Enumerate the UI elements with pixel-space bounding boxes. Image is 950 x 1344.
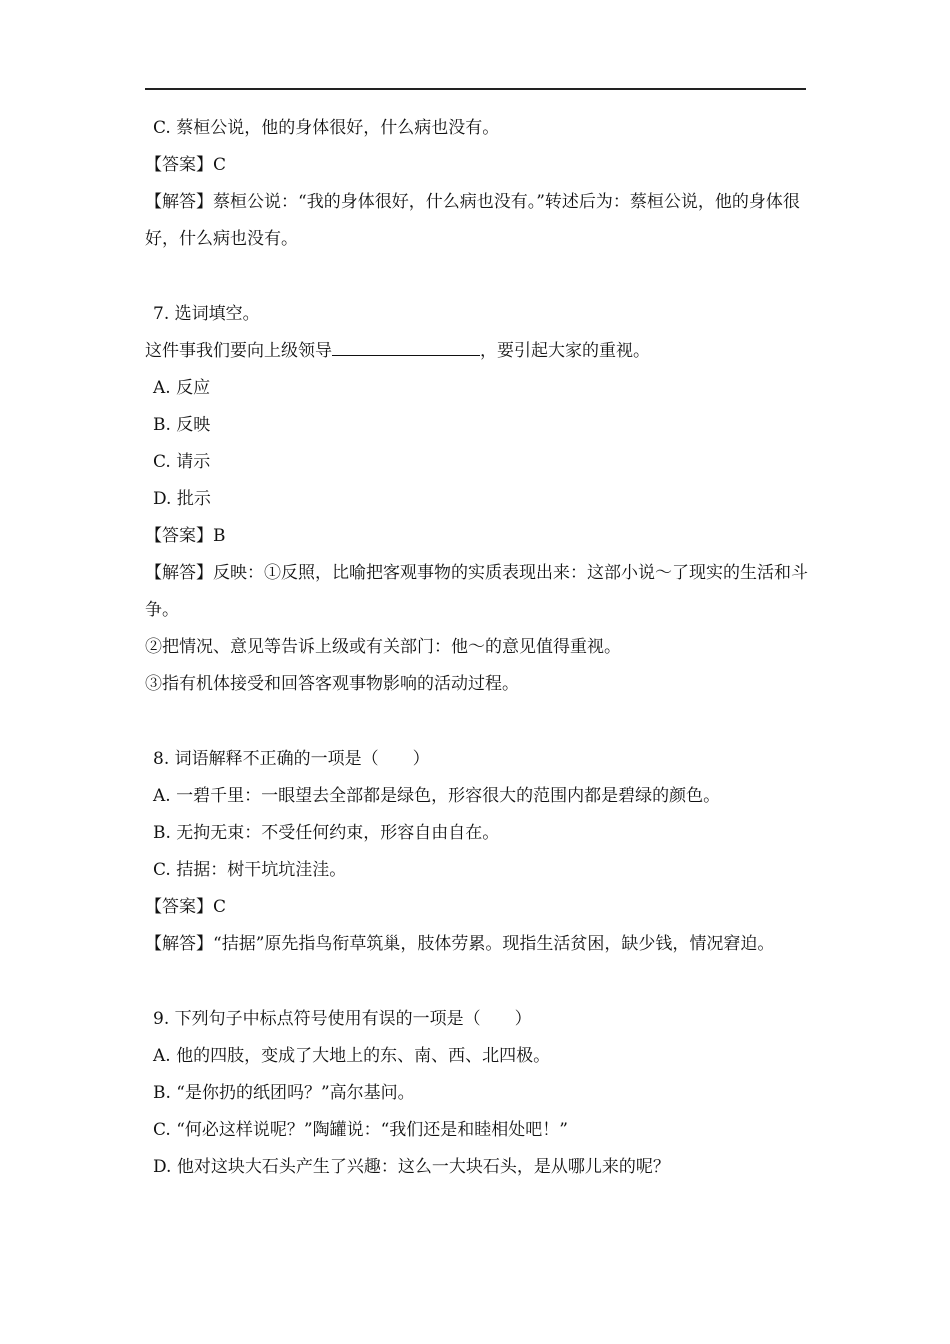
- q9-option-a: A. 他的四肢，变成了大地上的东、南、西、北四极。: [153, 1046, 551, 1066]
- q7-option-c: C. 请示: [153, 452, 211, 472]
- q9-option-b: B. “是你扔的纸团吗？”高尔基问。: [153, 1083, 415, 1103]
- q8-option-b: B. 无拘无束：不受任何约束，形容自由自在。: [153, 823, 500, 843]
- q7-option-b: B. 反映: [153, 415, 211, 435]
- q8-option-c: C. 拮据：树干坑坑洼洼。: [153, 860, 347, 880]
- q7-analysis-3: ③指有机体接受和回答客观事物影响的活动过程。: [145, 674, 519, 694]
- header-rule: [145, 88, 806, 90]
- q9-title: 9. 下列句子中标点符号使用有误的一项是（ ）: [153, 1009, 532, 1029]
- q8-answer: 【答案】C: [145, 897, 227, 917]
- q8-analysis: 【解答】“拮据”原先指鸟衔草筑巢，肢体劳累。现指生活贫困，缺少钱，情况窘迫。: [145, 934, 775, 954]
- document-body: [145, 110, 810, 1186]
- q9-option-d: D. 他对这块大石头产生了兴趣：这么一大块石头，是从哪儿来的呢？: [153, 1157, 670, 1177]
- q7-analysis-2: ②把情况、意见等告诉上级或有关部门：他～的意见值得重视。: [145, 637, 621, 657]
- q9-option-c: C. “何必这样说呢？”陶罐说：“我们还是和睦相处吧！”: [153, 1120, 568, 1140]
- q7-option-d: D. 批示: [153, 489, 211, 509]
- q6-analysis: 【解答】蔡桓公说：“我的身体很好，什么病也没有。”转述后为：蔡桓公说，他的身体很好，什么病也没有。: [145, 192, 800, 249]
- q7-analysis-1: 【解答】反映：①反照，比喻把客观事物的实质表现出来：这部小说～了现实的生活和斗争。: [145, 563, 808, 620]
- q7-stem: [145, 333, 810, 370]
- fill-in-blank: [332, 336, 480, 356]
- q7-answer: 【答案】B: [145, 526, 226, 546]
- q8-option-a: A. 一碧千里：一眼望去全部都是绿色，形容很大的范围内都是碧绿的颜色。: [153, 786, 721, 806]
- q6-answer: 【答案】C: [145, 155, 227, 175]
- q7-stem-after: ，要引起大家的重视。: [480, 341, 650, 361]
- q6-option-c: C. 蔡桓公说，他的身体很好，什么病也没有。: [153, 118, 500, 138]
- q7-title: 7. 选词填空。: [153, 304, 260, 324]
- q8-title: 8. 词语解释不正确的一项是（ ）: [153, 749, 430, 769]
- q7-stem-before: 这件事我们要向上级领导: [145, 341, 332, 361]
- q7-option-a: A. 反应: [153, 378, 211, 398]
